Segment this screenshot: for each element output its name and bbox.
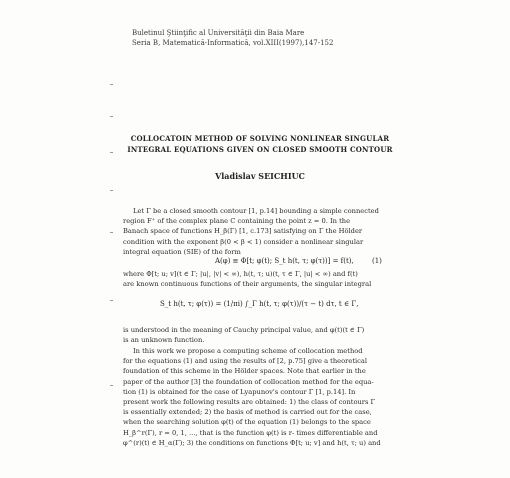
text-line: for the equations (1) and using the results of [2, p.75] give a theoretical [123,357,368,366]
margin-mark [110,300,113,301]
journal-header [132,28,333,48]
text-line: paper of the author [3] the foundation of collocation method for the equa- [123,377,374,386]
text-line: H_β^r(Γ), r = 0, 1, ..., that is the function φ(t) is r- times differentiable and [123,428,378,437]
text-line: is understood in the meaning of Cauchy principal value, and φ(t)(t ∈ Γ) [123,326,365,334]
text-line: Banach space of functions H_β(Γ) [1, c.173] satisfying on Γ the Hölder [123,227,363,236]
paper-author: Vladislav SEICHIUC [215,171,305,181]
margin-mark [110,84,113,85]
text-line: foundation of this scheme in the Hölder spaces. Note that earlier in the [123,367,366,376]
margin-mark [110,116,113,117]
paper-title-line: INTEGRAL EQUATIONS GIVEN ON CLOSED SMOOTH CONTOUR [127,145,393,154]
text-line: condition with the exponent β(0 < β < 1) consider a nonlinear singular [123,237,364,246]
text-line: region F⁺ of the complex plane C containing the point z = 0. In the [123,217,351,226]
paragraph-cauchy [123,325,383,345]
text-line: φ^(r)(t) ∈ H_α(Γ); 3) the conditions on functions Φ[t; u; v] and h(t, τ; u) and [123,438,381,447]
text-line: tion (1) is obtained for the case of Lyapunov's contour Γ [1, p.14]. In [123,387,356,396]
text-line: is essentially extended; 2) the basis of method is carried out for the case, [123,408,372,417]
margin-mark [110,232,113,233]
text-line-content: In this work we propose a computing scheme of collocation method [133,347,363,355]
equation-singular-integral: S_t h(t, τ; φ(τ)) = (1/πi) ∫_Γ h(t, τ; φ(τ))/(τ − t) dτ, t ∈ Γ, [160,300,359,308]
paper-title [110,133,410,155]
text-line [123,206,383,216]
equation-1-number: (1) [372,257,382,265]
text-line: present work the following results are obtained: 1) the class of contours Γ [123,398,376,407]
text-line: integral equation (SIE) of the form [123,247,241,256]
paragraph-proposal [123,346,383,448]
paragraph-where [123,269,383,289]
text-line: is an unknown function. [123,336,205,345]
paragraph-intro [123,206,383,257]
margin-mark [110,385,113,386]
journal-series: Seria B, Matematică-Informatică, vol.XIII(1997),147-152 [132,39,334,47]
paper-title-line: COLLOCATOIN METHOD OF SOLVING NONLINEAR SINGULAR [130,134,390,143]
text-line: when the searching solution φ(t) of the equation (1) belongs to the space [123,418,371,427]
equation-1: A(φ) ≡ Φ[t; φ(t); S_t h(t, τ; φ(τ))] = f(t), [215,257,354,265]
margin-mark [110,190,113,191]
text-line: where Φ[t; u; v](t ∈ Γ; |u|, |v| < ∞), h(t, τ; u)(t, τ ∈ Γ, |u| < ∞) and f(t) [123,270,358,278]
journal-name: Buletinul Ştiinţific al Universităţii din Baia Mare [132,29,305,37]
text-line [123,346,383,356]
text-line-content: Let Γ be a closed smooth contour [1, p.14] bounding a simple connected [133,207,379,215]
text-line: are known continuous functions of their arguments, the singular integral [123,280,372,289]
